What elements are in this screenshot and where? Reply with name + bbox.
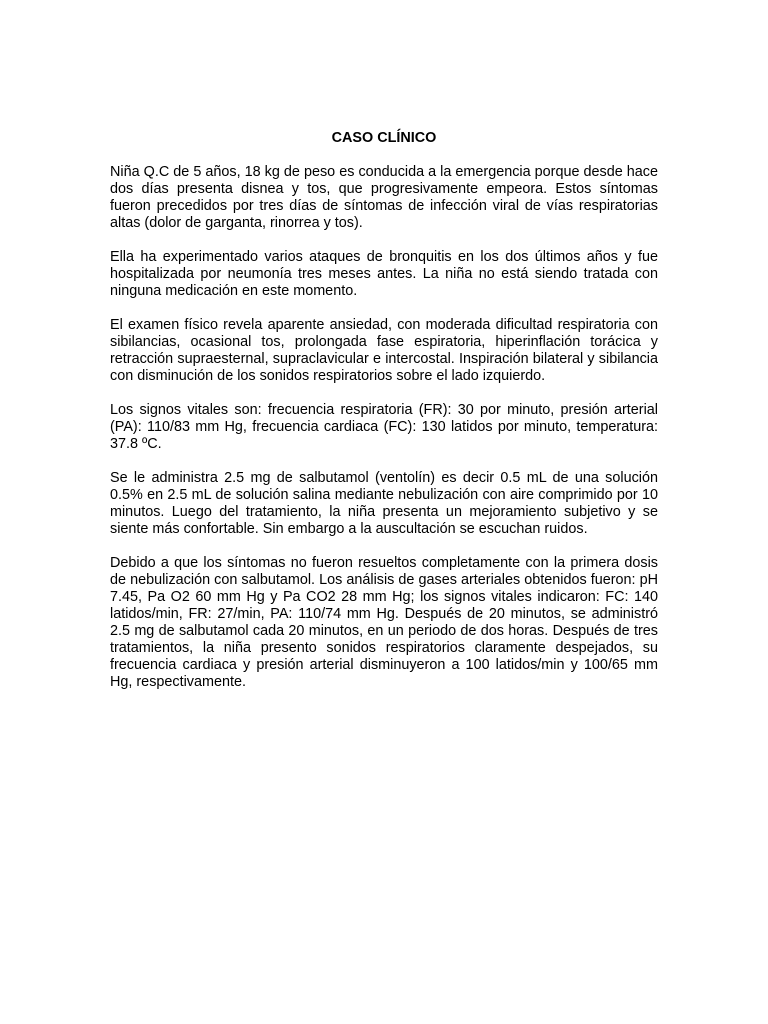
paragraph-follow-up: Debido a que los síntomas no fueron resueltos completamente con la primera dosis de nebulización con salbutamol. Los análisis de gases arteriales obtenidos fueron: pH 7.45, Pa O2 60 mm Hg y Pa CO2 28 mm Hg; los signos vitales indicaron: FC: 140 latidos/min, FR: 27/min, PA: 110/74 mm Hg. Después de 20 minutos, se administró 2.5 mg de salbutamol cada 20 minutos, en un periodo de dos horas. Después de tres tratamientos, la niña presento sonidos respiratorios claramente despejados, su frecuencia cardiaca y presión arterial disminuyeron a 100 latidos/min y 100/65 mm Hg, respectivamente.	[110, 555, 658, 690]
paragraph-vital-signs: Los signos vitales son: frecuencia respiratoria (FR): 30 por minuto, presión arterial (PA): 110/83 mm Hg, frecuencia cardiaca (FC): 130 latidos por minuto, temperatura: 37.8 ºC.	[110, 402, 658, 452]
document-title: CASO CLÍNICO	[331, 130, 437, 146]
paragraph-treatment: Se le administra 2.5 mg de salbutamol (ventolín) es decir 0.5 mL de una solución 0.5% en 2.5 mL de solución salina mediante nebulización con aire comprimido por 10 minutos. Luego del tratamiento, la niña presenta un mejoramiento subjetivo y se siente más confortable. Sin embargo a la auscultación se escuchan ruidos.	[110, 470, 658, 537]
document-page	[110, 130, 658, 708]
paragraph-prior-illness: Ella ha experimentado varios ataques de bronquitis en los dos últimos años y fue hospitalizada por neumonía tres meses antes. La niña no está siendo tratada con ninguna medicación en este momento.	[110, 249, 658, 299]
paragraph-physical-exam: El examen físico revela aparente ansiedad, con moderada dificultad respiratoria con sibilancias, ocasional tos, prolongada fase espiratoria, hiperinflación torácica y retracción supraesternal, supraclavicular e intercostal. Inspiración bilateral y sibilancia con disminución de los sonidos respiratorios sobre el lado izquierdo.	[110, 317, 658, 384]
paragraph-patient-history: Niña Q.C de 5 años, 18 kg de peso es conducida a la emergencia porque desde hace dos días presenta disnea y tos, que progresivamente empeora. Estos síntomas fueron precedidos por tres días de síntomas de infección viral de vías respiratorias altas (dolor de garganta, rinorrea y tos).	[110, 164, 658, 231]
